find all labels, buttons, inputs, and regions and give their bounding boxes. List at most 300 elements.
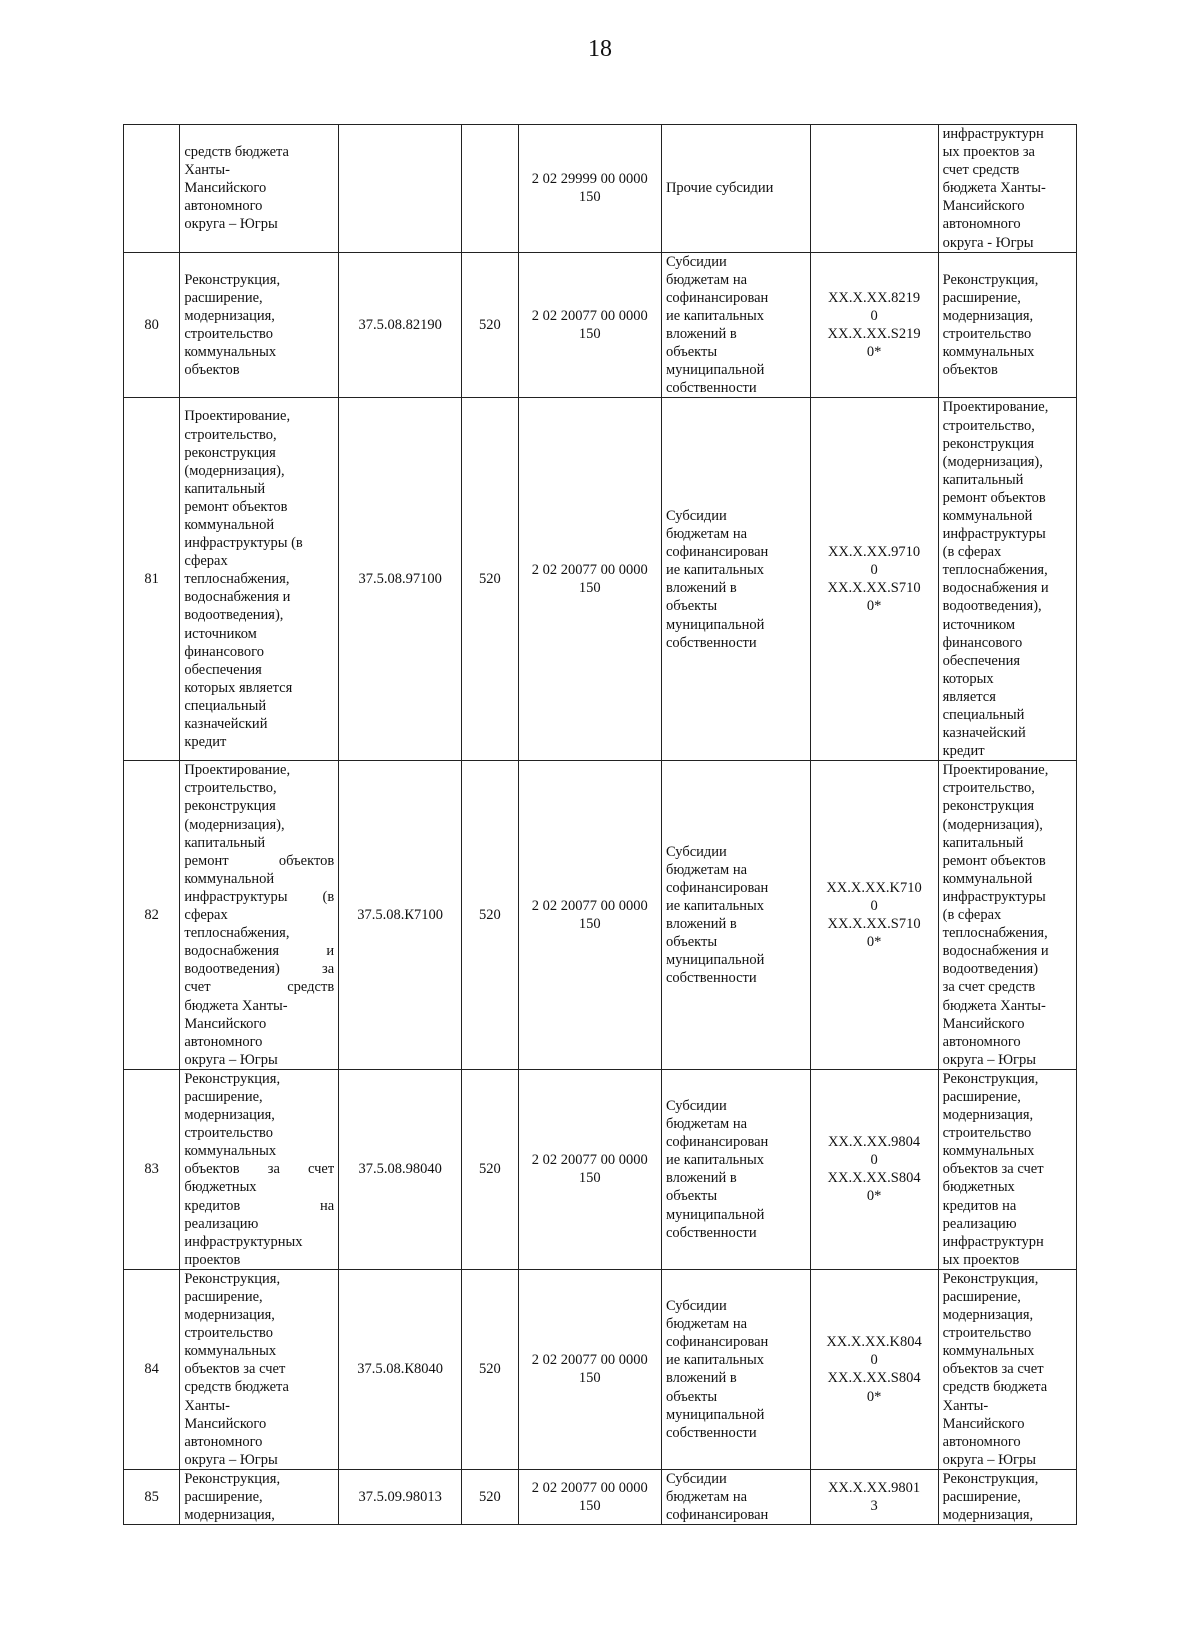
- event-name-cell: [180, 125, 339, 253]
- event-name-cell-line: строительство: [184, 1325, 273, 1342]
- table-row: [124, 1269, 1077, 1469]
- row-number-cell: 85: [124, 1469, 180, 1524]
- recipient-event-name-cell-line: обеспечения: [942, 652, 1021, 669]
- recipient-target-code-cell-line: XX.X.XX.9804: [827, 1134, 921, 1151]
- revenue-code-cell-line: 2 02 20077 00 0000: [531, 307, 648, 324]
- expense-type-cell: 520: [462, 252, 518, 398]
- event-name-cell-line: [184, 1197, 334, 1215]
- recipient-target-code-cell-line: XX.X.XX.K804: [826, 1334, 922, 1351]
- recipient-target-code-cell-line: 3: [870, 1498, 878, 1515]
- recipient-event-name-cell-line: коммунальной: [942, 870, 1033, 887]
- recipient-target-code-cell: [810, 398, 938, 761]
- subsidy-name-cell-line: Субсидии: [665, 1298, 727, 1315]
- revenue-code-cell-line: 2 02 20077 00 0000: [531, 1479, 648, 1496]
- event-name-cell-line: капитальный: [184, 480, 266, 497]
- recipient-event-name-cell-line: коммунальных: [942, 1343, 1035, 1360]
- expense-type-cell: 520: [462, 1069, 518, 1269]
- recipient-event-name-cell-line: ремонт объектов: [942, 852, 1046, 869]
- recipient-event-name-cell-line: бюджетных: [942, 1179, 1015, 1196]
- recipient-event-name-cell-line: Мансийского: [942, 1415, 1025, 1432]
- target-article-code-cell: [339, 125, 462, 253]
- recipient-target-code-cell-line: 0: [870, 1152, 878, 1169]
- row-number-cell: 84: [124, 1269, 180, 1469]
- recipient-event-name-cell-line: строительство: [942, 1325, 1032, 1342]
- event-name-cell-line: Ханты-: [184, 162, 230, 179]
- subsidy-name-cell-line: объекты: [665, 1388, 718, 1405]
- table-row: [124, 1069, 1077, 1269]
- event-name-cell-line: строительство: [184, 326, 273, 343]
- subsidy-name-cell-line: вложений в: [665, 916, 737, 933]
- recipient-target-code-cell: [810, 761, 938, 1070]
- subsidy-name-cell: [661, 252, 810, 398]
- recipient-event-name-cell-line: инфраструктурн: [942, 1233, 1044, 1250]
- word: за: [322, 961, 335, 978]
- event-name-cell-line: Реконструкция,: [184, 1270, 281, 1287]
- word: на: [319, 1197, 335, 1214]
- recipient-target-code-cell-line: XX.X.XX.K710: [826, 879, 922, 896]
- event-name-cell-line: Реконструкция,: [184, 1070, 281, 1087]
- recipient-event-name-cell: [938, 125, 1076, 253]
- subsidy-name-cell-line: ие капитальных: [665, 1152, 765, 1169]
- recipient-event-name-cell-line: ых проектов за: [942, 144, 1035, 161]
- recipient-target-code-cell-line: XX.X.XX.S710: [827, 916, 921, 933]
- row-number-cell: 80: [124, 252, 180, 398]
- event-name-cell-line: модернизация,: [184, 1307, 275, 1324]
- subsidy-name-cell-line: софинансирован: [665, 544, 769, 561]
- recipient-event-name-cell-line: коммунальных: [942, 344, 1035, 361]
- event-name-cell-line: Ханты-: [184, 1397, 230, 1414]
- expense-type-cell: 520: [462, 1269, 518, 1469]
- subsidy-name-cell-line: вложений в: [665, 1170, 737, 1187]
- subsidy-name-cell-line: Прочие субсидии: [665, 180, 774, 197]
- recipient-target-code-cell-line: XX.X.XX.8219: [827, 289, 921, 306]
- event-name-cell-line: сферах: [184, 907, 228, 924]
- event-name-cell-line: [184, 888, 334, 906]
- event-name-cell-line: инфраструктуры (в: [184, 535, 303, 552]
- revenue-code-cell-line: 150: [578, 326, 601, 343]
- recipient-event-name-cell-line: расширение,: [942, 1088, 1021, 1105]
- row-number-cell: [124, 125, 180, 253]
- revenue-code-cell-line: 150: [578, 1498, 601, 1515]
- recipient-event-name-cell-line: ых проектов: [942, 1251, 1020, 1268]
- table-row: [124, 761, 1077, 1070]
- recipient-event-name-cell-line: Мансийского: [942, 198, 1025, 215]
- recipient-event-name-cell-line: строительство: [942, 326, 1032, 343]
- event-name-cell-line: казначейский: [184, 716, 268, 733]
- subsidy-name-cell-line: вложений в: [665, 1370, 737, 1387]
- event-name-cell-line: коммунальных: [184, 344, 277, 361]
- recipient-event-name-cell-line: капитальный: [942, 471, 1024, 488]
- expense-type-cell: 520: [462, 398, 518, 761]
- revenue-code-cell-line: 2 02 20077 00 0000: [531, 1152, 648, 1169]
- event-name-cell-line: расширение,: [184, 289, 263, 306]
- recipient-event-name-cell-line: которых: [942, 670, 994, 687]
- recipient-event-name-cell-line: (модернизация),: [942, 816, 1043, 833]
- recipient-event-name-cell-line: казначейский: [942, 725, 1026, 742]
- recipient-event-name-cell-line: источником: [942, 616, 1016, 633]
- event-name-cell-line: ремонт объектов: [184, 498, 288, 515]
- recipient-event-name-cell-line: Реконструкция,: [942, 1470, 1039, 1487]
- revenue-code-cell-line: 150: [578, 1170, 601, 1187]
- event-name-cell-line: специальный: [184, 697, 267, 714]
- subsidy-name-cell-line: объекты: [665, 598, 718, 615]
- event-name-cell-line: инфраструктурных: [184, 1233, 303, 1250]
- recipient-target-code-cell-line: XX.X.XX.9801: [827, 1479, 921, 1496]
- recipient-target-code-cell: [810, 125, 938, 253]
- target-article-code-cell: 37.5.08.98040: [339, 1069, 462, 1269]
- subsidy-name-cell-line: объекты: [665, 344, 718, 361]
- recipient-event-name-cell-line: Проектирование,: [942, 399, 1049, 416]
- recipient-target-code-cell-line: 0*: [866, 598, 882, 615]
- event-name-cell-line: бюджетных: [184, 1179, 257, 1196]
- table-row: [124, 252, 1077, 398]
- word: средств: [287, 979, 335, 996]
- revenue-code-cell: [518, 761, 661, 1070]
- recipient-target-code-cell-line: 0: [870, 307, 878, 324]
- subsidy-name-cell-line: муниципальной: [665, 616, 765, 633]
- event-name-cell-line: коммунальной: [184, 870, 275, 887]
- event-name-cell-line: строительство,: [184, 780, 277, 797]
- event-name-cell-line: [184, 852, 334, 870]
- revenue-code-cell: [518, 125, 661, 253]
- event-name-cell-line: (модернизация),: [184, 816, 285, 833]
- event-name-cell-line: проектов: [184, 1251, 241, 1268]
- event-name-cell-line: Мансийского: [184, 1015, 267, 1032]
- recipient-event-name-cell: [938, 252, 1076, 398]
- word: (в: [322, 888, 335, 905]
- subsidy-name-cell-line: муниципальной: [665, 1406, 765, 1423]
- recipient-event-name-cell-line: реконструкция: [942, 435, 1035, 452]
- word: счет: [307, 1161, 335, 1178]
- revenue-code-cell-line: 150: [578, 916, 601, 933]
- word: объектов: [278, 852, 335, 869]
- recipient-event-name-cell-line: средств бюджета: [942, 1379, 1048, 1396]
- recipient-event-name-cell-line: модернизация,: [942, 307, 1034, 324]
- event-name-cell-line: [184, 1160, 334, 1178]
- revenue-code-cell: [518, 1469, 661, 1524]
- event-name-cell-line: округа – Югры: [184, 1451, 278, 1468]
- row-number-cell: 81: [124, 398, 180, 761]
- event-name-cell-line: строительство: [184, 1125, 273, 1142]
- event-name-cell-line: которых является: [184, 679, 293, 696]
- recipient-target-code-cell-line: XX.X.XX.9710: [827, 544, 921, 561]
- word: счет: [184, 979, 211, 996]
- event-name-cell: [180, 1069, 339, 1269]
- subsidy-name-cell-line: ие капитальных: [665, 1352, 765, 1369]
- subsidy-name-cell-line: бюджетам на: [665, 1116, 748, 1133]
- recipient-event-name-cell-line: модернизация,: [942, 1507, 1034, 1524]
- word: водоснабжения: [184, 943, 280, 960]
- event-name-cell-line: теплоснабжения,: [184, 571, 290, 588]
- subsidy-name-cell-line: муниципальной: [665, 362, 765, 379]
- recipient-event-name-cell-line: автономного: [942, 216, 1021, 233]
- event-name-cell-line: водоснабжения и: [184, 589, 291, 606]
- event-name-cell: [180, 761, 339, 1070]
- word: объектов: [184, 1161, 240, 1178]
- recipient-event-name-cell-line: специальный: [942, 707, 1025, 723]
- event-name-cell-line: округа – Югры: [184, 216, 278, 233]
- event-name-cell: [180, 398, 339, 761]
- subsidy-name-cell-line: собственности: [665, 970, 757, 987]
- subsidy-name-cell-line: Субсидии: [665, 507, 727, 524]
- row-number-cell: 83: [124, 1069, 180, 1269]
- event-name-cell: [180, 1469, 339, 1524]
- event-name-cell-line: сферах: [184, 553, 228, 570]
- recipient-event-name-cell-line: ремонт объектов: [942, 489, 1046, 506]
- word: водоотведения): [184, 961, 280, 978]
- subsidy-name-cell: [661, 398, 810, 761]
- recipient-target-code-cell-line: 0*: [866, 344, 882, 361]
- recipient-event-name-cell-line: кредит: [942, 743, 985, 760]
- subsidy-name-cell-line: софинансирован: [665, 1134, 769, 1151]
- recipient-event-name-cell-line: строительство,: [942, 417, 1035, 434]
- recipient-event-name-cell-line: округа - Югры: [942, 234, 1034, 251]
- recipient-event-name-cell: [938, 1069, 1076, 1269]
- row-number-cell: 82: [124, 761, 180, 1070]
- recipient-event-name-cell-line: автономного: [942, 1433, 1021, 1450]
- event-name-cell-line: реконструкция: [184, 444, 276, 461]
- event-name-cell-line: объектов: [184, 362, 240, 379]
- word: и: [326, 943, 335, 960]
- recipient-event-name-cell-line: (в сферах: [942, 907, 1002, 924]
- recipient-event-name-cell-line: инфраструктурн: [942, 126, 1044, 142]
- recipient-event-name-cell-line: автономного: [942, 1033, 1021, 1050]
- recipient-event-name-cell-line: инфраструктуры: [942, 888, 1046, 905]
- recipient-event-name-cell-line: счет средств: [942, 162, 1020, 179]
- recipient-event-name-cell-line: расширение,: [942, 1489, 1021, 1506]
- subsidy-name-cell-line: ие капитальных: [665, 307, 765, 324]
- recipient-event-name-cell-line: расширение,: [942, 289, 1021, 306]
- recipient-target-code-cell-line: XX.X.XX.S804: [827, 1170, 921, 1187]
- subsidy-name-cell-line: собственности: [665, 380, 757, 397]
- expense-type-cell: 520: [462, 761, 518, 1070]
- recipient-event-name-cell-line: модернизация,: [942, 1107, 1034, 1124]
- event-name-cell-line: капитальный: [184, 834, 266, 851]
- table-row: [124, 125, 1077, 253]
- subsidy-name-cell-line: муниципальной: [665, 952, 765, 969]
- revenue-code-cell-line: 150: [578, 580, 601, 597]
- expense-type-cell: 520: [462, 1469, 518, 1524]
- subsidy-name-cell-line: ие капитальных: [665, 897, 765, 914]
- recipient-target-code-cell-line: 0*: [866, 1388, 882, 1405]
- recipient-event-name-cell-line: Проектирование,: [942, 762, 1049, 779]
- recipient-event-name-cell-line: округа – Югры: [942, 1451, 1036, 1468]
- recipient-event-name-cell-line: за счет средств: [942, 979, 1036, 996]
- subsidy-name-cell: [661, 1469, 810, 1524]
- recipient-event-name-cell-line: строительство: [942, 1125, 1032, 1142]
- target-article-code-cell: 37.5.08.97100: [339, 398, 462, 761]
- event-name-cell-line: Реконструкция,: [184, 271, 281, 288]
- subsidy-name-cell-line: вложений в: [665, 326, 737, 343]
- recipient-event-name-cell-line: реконструкция: [942, 798, 1035, 815]
- recipient-event-name-cell-line: Реконструкция,: [942, 1270, 1039, 1287]
- revenue-code-cell: [518, 398, 661, 761]
- target-article-code-cell: 37.5.08.82190: [339, 252, 462, 398]
- recipient-event-name-cell-line: водоотведения): [942, 961, 1039, 978]
- subsidy-name-cell: [661, 1269, 810, 1469]
- recipient-event-name-cell-line: водоснабжения и: [942, 943, 1049, 960]
- subsidy-name-cell-line: бюджетам на: [665, 526, 748, 543]
- event-name-cell-line: коммунальных: [184, 1343, 277, 1360]
- recipient-event-name-cell-line: инфраструктуры: [942, 526, 1046, 543]
- event-name-cell-line: автономного: [184, 1033, 263, 1050]
- event-name-cell-line: Проектирование,: [184, 408, 291, 425]
- recipient-event-name-cell-line: объектов: [942, 362, 998, 379]
- event-name-cell-line: коммунальной: [184, 517, 275, 534]
- subsidy-name-cell: [661, 1069, 810, 1269]
- recipient-event-name-cell-line: коммунальных: [942, 1143, 1035, 1160]
- budget-table-body: [124, 125, 1077, 1525]
- event-name-cell-line: модернизация,: [184, 1107, 275, 1124]
- subsidy-name-cell: [661, 761, 810, 1070]
- recipient-event-name-cell-line: кредитов на: [942, 1197, 1017, 1214]
- recipient-event-name-cell: [938, 761, 1076, 1070]
- event-name-cell-line: [184, 942, 334, 960]
- subsidy-name-cell-line: ие капитальных: [665, 562, 765, 579]
- word: за: [267, 1161, 280, 1178]
- recipient-event-name-cell-line: строительство,: [942, 780, 1035, 797]
- word: ремонт: [184, 852, 229, 869]
- recipient-target-code-cell: [810, 1469, 938, 1524]
- recipient-target-code-cell-line: XX.X.XX.S804: [827, 1370, 921, 1387]
- revenue-code-cell-line: 2 02 29999 00 0000: [531, 171, 648, 188]
- event-name-cell-line: автономного: [184, 1433, 263, 1450]
- subsidy-name-cell-line: Субсидии: [665, 843, 727, 860]
- event-name-cell-line: модернизация,: [184, 307, 275, 324]
- target-article-code-cell: 37.5.08.К8040: [339, 1269, 462, 1469]
- revenue-code-cell-line: 150: [578, 1370, 601, 1387]
- revenue-code-cell: [518, 1269, 661, 1469]
- revenue-code-cell-line: 150: [578, 189, 601, 206]
- event-name-cell-line: Реконструкция,: [184, 1470, 281, 1487]
- table-row: [124, 1469, 1077, 1524]
- recipient-target-code-cell-line: 0: [870, 897, 878, 914]
- subsidy-name-cell-line: софинансирован: [665, 879, 769, 896]
- event-name-cell-line: [184, 978, 334, 996]
- revenue-code-cell: [518, 252, 661, 398]
- event-name-cell-line: Мансийского: [184, 1415, 267, 1432]
- event-name-cell-line: средств бюджета: [184, 1379, 289, 1396]
- word: инфраструктуры: [184, 888, 288, 905]
- revenue-code-cell: [518, 1069, 661, 1269]
- recipient-event-name-cell-line: расширение,: [942, 1289, 1021, 1305]
- recipient-event-name-cell-line: Реконструкция,: [942, 271, 1039, 288]
- recipient-event-name-cell-line: капитальный: [942, 834, 1024, 851]
- subsidy-name-cell-line: бюджетам на: [665, 271, 748, 288]
- subsidy-name-cell-line: объекты: [665, 1188, 718, 1205]
- recipient-event-name-cell-line: реализацию: [942, 1215, 1017, 1232]
- recipient-event-name-cell-line: бюджета Ханты-: [942, 997, 1046, 1014]
- event-name-cell-line: кредит: [184, 734, 227, 751]
- event-name-cell-line: [184, 960, 334, 978]
- event-name-cell-line: бюджета Ханты-: [184, 997, 288, 1014]
- page-number: 18: [588, 36, 612, 62]
- event-name-cell-line: округа – Югры: [184, 1051, 278, 1068]
- recipient-target-code-cell-line: XX.X.XX.S710: [827, 580, 921, 597]
- recipient-event-name-cell: [938, 398, 1076, 761]
- recipient-event-name-cell-line: (в сферах: [942, 544, 1002, 561]
- recipient-target-code-cell-line: 0*: [866, 934, 882, 951]
- subsidy-name-cell-line: собственности: [665, 1224, 757, 1241]
- event-name-cell-line: Проектирование,: [184, 762, 291, 779]
- event-name-cell-line: обеспечения: [184, 661, 262, 678]
- recipient-target-code-cell: [810, 252, 938, 398]
- recipient-event-name-cell-line: (модернизация),: [942, 453, 1043, 470]
- event-name-cell-line: коммунальных: [184, 1143, 277, 1160]
- subsidy-name-cell: [661, 125, 810, 253]
- recipient-target-code-cell: [810, 1269, 938, 1469]
- event-name-cell: [180, 1269, 339, 1469]
- event-name-cell-line: средств бюджета: [184, 144, 289, 161]
- recipient-event-name-cell: [938, 1469, 1076, 1524]
- event-name-cell-line: (модернизация),: [184, 462, 285, 479]
- recipient-event-name-cell-line: является: [942, 688, 996, 705]
- recipient-event-name-cell-line: коммунальной: [942, 507, 1033, 524]
- recipient-event-name-cell-line: теплоснабжения,: [942, 925, 1048, 942]
- subsidy-name-cell-line: муниципальной: [665, 1206, 765, 1223]
- event-name-cell-line: расширение,: [184, 1489, 263, 1506]
- recipient-event-name-cell-line: водоснабжения и: [942, 580, 1049, 597]
- recipient-target-code-cell: [810, 1069, 938, 1269]
- recipient-event-name-cell-line: финансового: [942, 634, 1023, 651]
- budget-table: [123, 124, 1077, 1525]
- revenue-code-cell-line: 2 02 20077 00 0000: [531, 562, 648, 579]
- event-name-cell-line: расширение,: [184, 1088, 263, 1105]
- event-name-cell-line: расширение,: [184, 1289, 263, 1305]
- event-name-cell-line: реализацию: [184, 1215, 259, 1232]
- table-row: [124, 398, 1077, 761]
- event-name-cell-line: автономного: [184, 198, 263, 215]
- subsidy-name-cell-line: софинансирован: [665, 1507, 769, 1524]
- target-article-code-cell: 37.5.08.К7100: [339, 761, 462, 1070]
- event-name-cell-line: модернизация,: [184, 1507, 275, 1524]
- subsidy-name-cell-line: Субсидии: [665, 1470, 727, 1487]
- recipient-event-name-cell-line: объектов за счет: [942, 1161, 1044, 1178]
- event-name-cell-line: реконструкция: [184, 798, 276, 815]
- subsidy-name-cell-line: объекты: [665, 934, 718, 951]
- recipient-target-code-cell-line: 0*: [866, 1188, 882, 1205]
- subsidy-name-cell-line: вложений в: [665, 580, 737, 597]
- recipient-target-code-cell-line: 0: [870, 562, 878, 579]
- event-name-cell-line: водоотведения),: [184, 607, 284, 624]
- recipient-event-name-cell-line: модернизация,: [942, 1307, 1034, 1324]
- subsidy-name-cell-line: собственности: [665, 634, 757, 651]
- subsidy-name-cell-line: софинансирован: [665, 289, 769, 306]
- recipient-event-name-cell-line: округа – Югры: [942, 1051, 1036, 1068]
- recipient-event-name-cell-line: теплоснабжения,: [942, 562, 1048, 579]
- event-name-cell-line: строительство,: [184, 426, 277, 443]
- event-name-cell-line: Мансийского: [184, 180, 267, 197]
- recipient-event-name-cell-line: Ханты-: [942, 1397, 989, 1414]
- revenue-code-cell-line: 2 02 20077 00 0000: [531, 897, 648, 914]
- event-name-cell: [180, 252, 339, 398]
- word: кредитов: [184, 1197, 241, 1214]
- event-name-cell-line: объектов за счет: [184, 1361, 286, 1378]
- subsidy-name-cell-line: бюджетам на: [665, 1316, 748, 1333]
- subsidy-name-cell-line: бюджетам на: [665, 861, 748, 878]
- event-name-cell-line: источником: [184, 625, 257, 642]
- recipient-target-code-cell-line: XX.X.XX.S219: [827, 326, 921, 343]
- subsidy-name-cell-line: Субсидии: [665, 253, 727, 270]
- expense-type-cell: [462, 125, 518, 253]
- recipient-event-name-cell-line: Мансийского: [942, 1015, 1025, 1032]
- subsidy-name-cell-line: Субсидии: [665, 1098, 727, 1115]
- recipient-event-name-cell-line: Реконструкция,: [942, 1070, 1039, 1087]
- recipient-event-name-cell-line: объектов за счет: [942, 1361, 1044, 1378]
- target-article-code-cell: 37.5.09.98013: [339, 1469, 462, 1524]
- revenue-code-cell-line: 2 02 20077 00 0000: [531, 1352, 648, 1369]
- recipient-event-name-cell-line: бюджета Ханты-: [942, 180, 1046, 197]
